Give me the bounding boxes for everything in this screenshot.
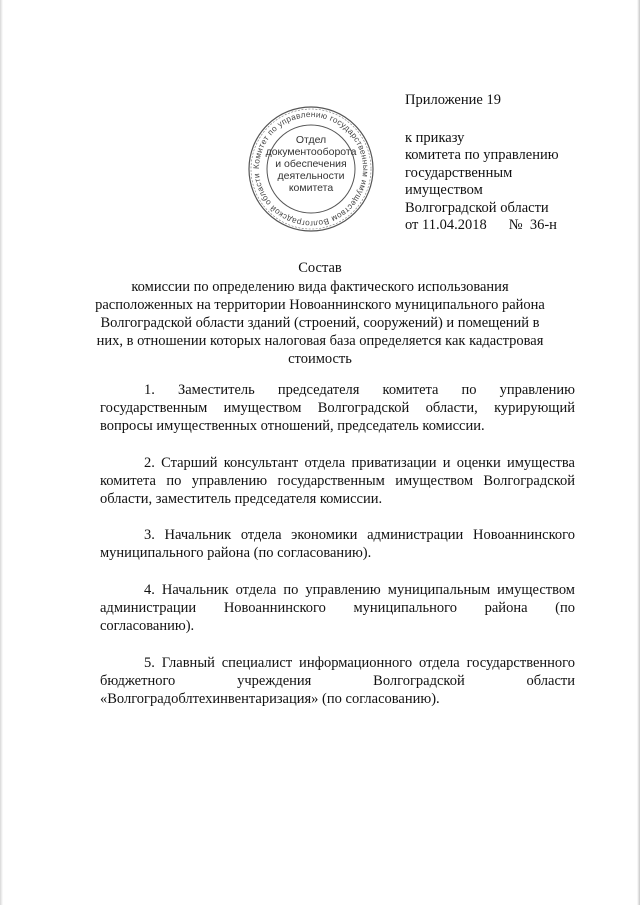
commission-members-list xyxy=(100,381,575,708)
heading-line: стоимость xyxy=(288,351,352,367)
heading-line: них, в отношении которых налоговая база определяется как кадастровая xyxy=(96,333,544,349)
list-item: 2. Старший консультант отдела приватизации и оценки имущества комитета по управлению государственным имуществом Волгоградской области, заместитель председателя комиссии. xyxy=(100,455,575,507)
heading-line: комиссии по определению вида фактического использования xyxy=(131,279,509,295)
official-stamp xyxy=(246,104,376,234)
scan-edge-left xyxy=(0,0,3,905)
list-item: 3. Начальник отдела экономики администрации Новоаннинского муниципального района (по согласованию). xyxy=(100,527,575,561)
list-item: 1. Заместитель председателя комитета по управлению государственным имуществом Волгоградской области, курирующий вопросы имущественных отношений, председатель комиссии. xyxy=(100,382,575,434)
heading-line: Волгоградской области зданий (строений, сооружений) и помещений в xyxy=(100,315,540,331)
order-reference xyxy=(405,217,630,235)
heading-line: расположенных на территории Новоаннинского муниципального района xyxy=(95,297,545,313)
attachment-line: к приказу xyxy=(405,129,465,146)
stamp-line: Отдел xyxy=(295,134,327,146)
stamp-line: комитета xyxy=(288,182,334,194)
attachment-line: имуществом xyxy=(405,182,483,198)
stamp-line: документооборота xyxy=(265,146,357,158)
attachment-line: комитета по управлению xyxy=(405,147,559,163)
document-heading xyxy=(80,259,560,368)
stamp-center-text xyxy=(246,134,376,194)
attachment-header xyxy=(405,92,630,235)
list-item: 5. Главный специалист информационного отдела государственного бюджетного учреждения Волгоградской области «Волгоградоблтехинвентаризация» (по согласованию). xyxy=(100,655,575,707)
order-number: № 36-н xyxy=(508,217,557,233)
attachment-line: Волгоградской области xyxy=(405,199,549,216)
order-date: от 11.04.2018 xyxy=(405,217,487,233)
stamp-ring-text: Комитет по управлению государственным имуществом Волгоградской области xyxy=(251,109,371,229)
stamp-line: деятельности xyxy=(277,170,345,182)
attachment-line: государственным xyxy=(405,164,513,181)
attachment-title: Приложение 19 xyxy=(405,92,501,108)
document-title: Состав xyxy=(298,260,342,276)
list-item: 4. Начальник отдела по управлению муниципальным имуществом администрации Новоаннинского муниципального района (по согласованию). xyxy=(100,582,575,634)
stamp-line: и обеспечения xyxy=(275,158,347,170)
